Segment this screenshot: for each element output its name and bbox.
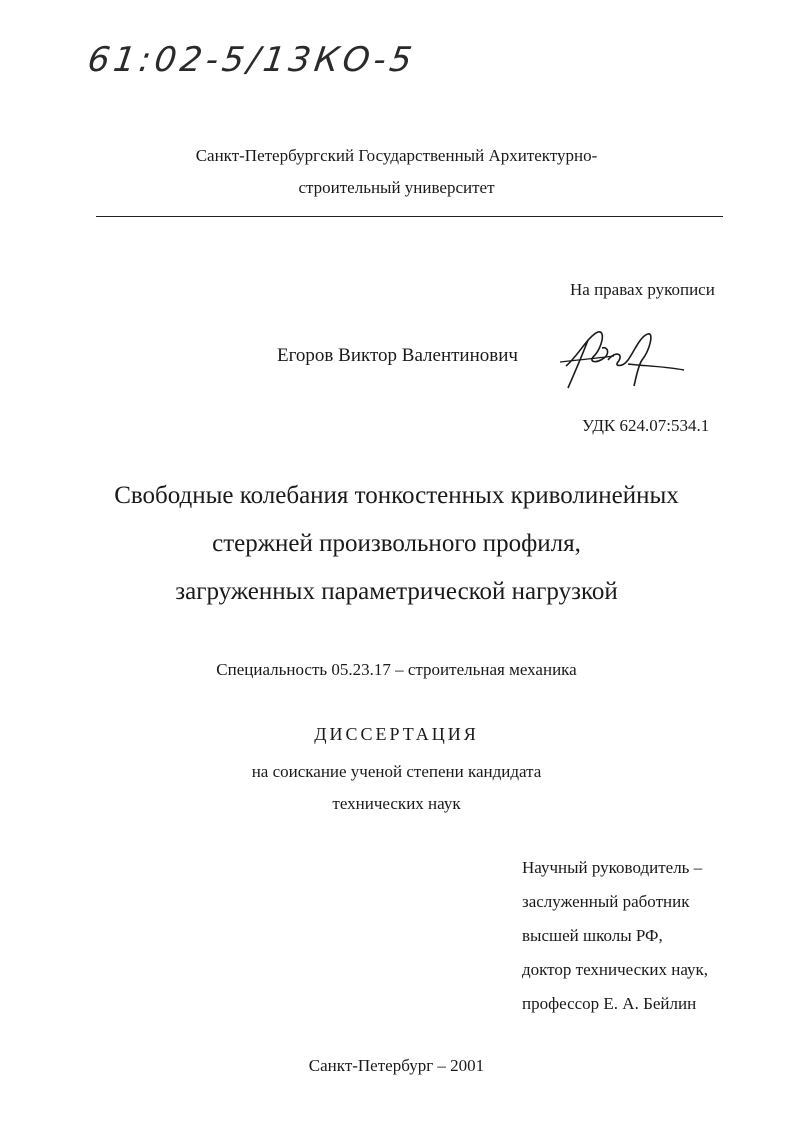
- advisor-line-5: профессор Е. А. Бейлин: [522, 994, 697, 1013]
- title-line-3: загруженных параметрической нагрузкой: [175, 578, 618, 605]
- city-year: Санкт-Петербург – 2001: [308, 1056, 485, 1075]
- author-signature: [558, 326, 688, 394]
- dissertation-heading: ДИССЕРТАЦИЯ: [314, 724, 479, 744]
- udc-code: УДК 624.07:534.1: [582, 416, 710, 435]
- institution-line-2: строительный университет: [298, 178, 495, 197]
- advisor-line-4: доктор технических наук,: [522, 960, 709, 979]
- archive-code-handwritten: 61:02-5/13КО-5: [85, 40, 419, 80]
- title-line-1: Свободные колебания тонкостенных криволинейных: [114, 482, 679, 509]
- advisor-line-2: заслуженный работник: [522, 892, 690, 911]
- institution-line-1: Санкт-Петербургский Государственный Архитектурно-: [195, 146, 598, 165]
- header-divider: [96, 216, 723, 217]
- degree-line-2: технических наук: [332, 794, 461, 813]
- specialty: Специальность 05.23.17 – строительная механика: [216, 660, 577, 679]
- advisor-line-3: высшей школы РФ,: [522, 926, 663, 945]
- title-line-2: стержней произвольного профиля,: [212, 530, 581, 557]
- author-name: Егоров Виктор Валентинович: [277, 345, 518, 366]
- degree-line-1: на соискание ученой степени кандидата: [251, 762, 542, 781]
- manuscript-rights: На правах рукописи: [570, 280, 715, 299]
- advisor-line-1: Научный руководитель –: [522, 858, 703, 877]
